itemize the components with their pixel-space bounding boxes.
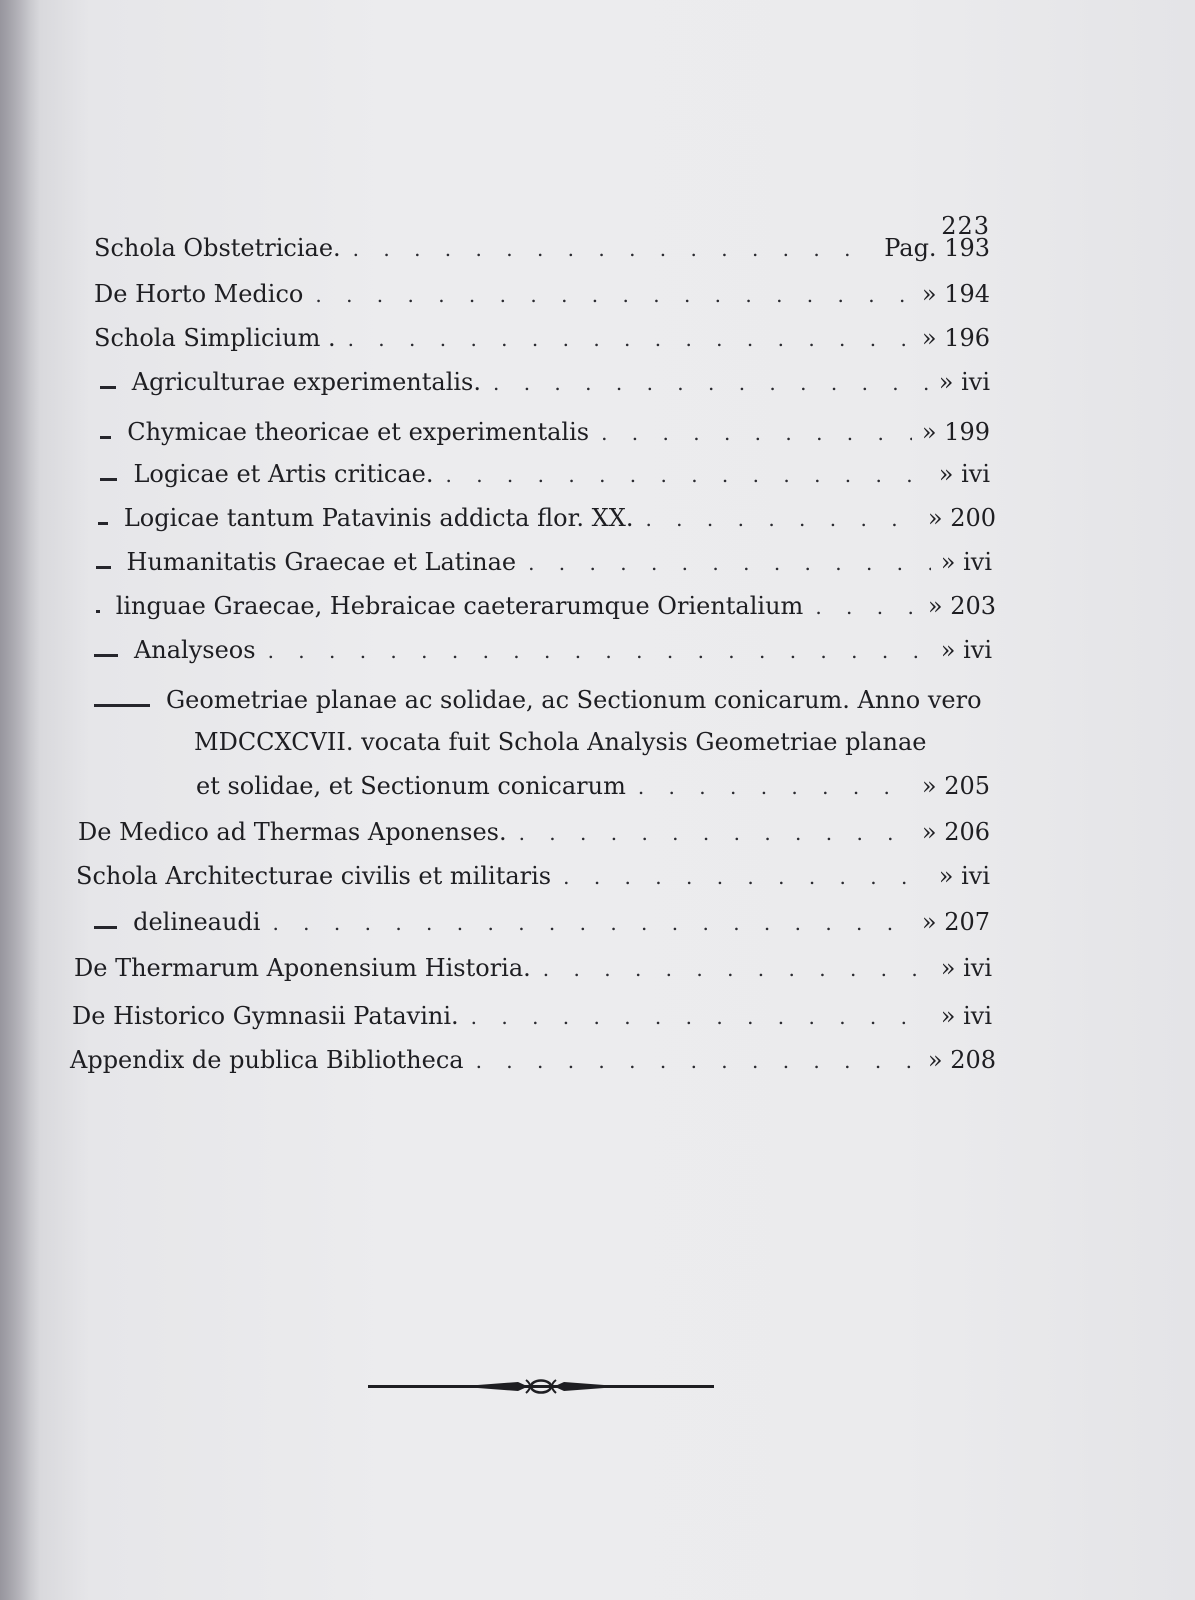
dot-leader — [519, 821, 912, 845]
em-dash-rule — [94, 654, 118, 657]
toc-entry — [94, 324, 990, 358]
dot-leader — [446, 463, 929, 487]
toc-entry-title: linguae Graecae, Hebraicae caeterarumque Orientalium — [115, 592, 804, 620]
toc-entry-title: delineaudi — [133, 908, 261, 936]
toc-entry-title: De Historico Gymnasii Patavini. — [72, 1002, 459, 1030]
em-dash-rule — [94, 704, 150, 707]
toc-entry-title: Schola Architecturae civilis et militaris — [76, 862, 552, 890]
dot-leader — [543, 957, 931, 981]
toc-entry-page: » 205 — [921, 772, 990, 800]
toc-entry-title: Schola Simplicium . — [94, 324, 336, 352]
toc-entry-title: Logicae et Artis criticae. — [133, 460, 434, 488]
toc-entry-page: Pag. 193 — [884, 234, 990, 262]
toc-entry — [70, 1046, 996, 1080]
toc-entry-page: » 196 — [921, 324, 990, 352]
toc-entry-title: De Medico ad Thermas Aponenses. — [78, 818, 507, 846]
toc-entry-title: Humanitatis Graecae et Latinae — [126, 548, 517, 576]
toc-entry — [96, 548, 992, 582]
toc-entry — [94, 908, 990, 942]
toc-entry-page: » 207 — [921, 908, 990, 936]
toc-entry-page: » ivi — [938, 368, 990, 396]
dot-leader — [638, 775, 912, 799]
em-dash-rule — [94, 926, 117, 929]
toc-entry-page: » 199 — [921, 418, 990, 446]
toc-entry — [74, 954, 992, 988]
toc-entry — [76, 862, 990, 896]
toc-entry-title: Chymicae theoricae et experimentalis — [127, 418, 590, 446]
toc-entry-page: » ivi — [940, 548, 992, 576]
dot-leader — [493, 371, 929, 395]
page-number: 223 — [941, 212, 990, 240]
dot-leader — [315, 283, 912, 307]
toc-entry-page: » 194 — [921, 280, 990, 308]
toc-entry — [100, 460, 990, 494]
toc-entry-page: » ivi — [938, 862, 990, 890]
toc-entry-page: » 203 — [927, 592, 996, 620]
toc-entry — [100, 418, 990, 452]
dot-leader — [476, 1049, 918, 1073]
toc-entry — [94, 234, 990, 268]
toc-entry — [196, 772, 990, 806]
dot-leader — [272, 911, 911, 935]
dot-leader — [601, 421, 912, 445]
toc-entry-title: Analyseos — [133, 636, 256, 664]
toc-entry-title: Appendix de publica Bibliotheca — [70, 1046, 464, 1074]
dot-leader — [645, 507, 917, 531]
toc-entry — [98, 504, 996, 538]
toc-entry-page: » 206 — [921, 818, 990, 846]
toc-entry-title: Geometriae planae ac solidae, ac Sectionum conicarum. Anno vero — [166, 686, 982, 714]
toc-entry-page: » ivi — [938, 460, 990, 488]
toc-entry-title: Schola Obstetriciae. — [94, 234, 341, 262]
toc-entry — [78, 818, 990, 852]
em-dash-rule — [100, 436, 111, 439]
toc-entry-title: et solidae, et Sectionum conicarum — [196, 772, 626, 800]
em-dash-rule — [100, 386, 116, 389]
dot-leader — [528, 551, 931, 575]
dot-leader — [268, 639, 931, 663]
toc-entry-page: » 200 — [927, 504, 996, 532]
toc-entry — [100, 368, 990, 402]
dot-leader — [471, 1005, 931, 1029]
em-dash-rule — [96, 610, 100, 613]
toc-entry-title: De Thermarum Aponensium Historia. — [74, 954, 531, 982]
em-dash-rule — [98, 522, 108, 525]
dot-leader — [348, 327, 912, 351]
toc-entry — [94, 636, 992, 670]
toc-entry — [72, 1002, 992, 1036]
dot-leader — [353, 237, 875, 261]
ornamental-rule-icon — [368, 1374, 714, 1398]
toc-entry-page: » ivi — [940, 1002, 992, 1030]
toc-entry — [94, 686, 994, 720]
toc-entry-continuation: MDCCXCVII. vocata fuit Schola Analysis Geometriae planae — [194, 728, 927, 756]
toc-entry-page: » ivi — [940, 636, 992, 664]
toc-entry-title: De Horto Medico — [94, 280, 304, 308]
toc-entry-title: Logicae tantum Patavinis addicta flor. XX. — [123, 504, 634, 532]
dot-leader — [815, 595, 918, 619]
dot-leader — [563, 865, 929, 889]
toc-entry-page: » ivi — [940, 954, 992, 982]
toc-entry-page: » 208 — [927, 1046, 996, 1074]
toc-entry — [94, 280, 990, 314]
em-dash-rule — [96, 566, 111, 569]
toc-entry — [96, 592, 996, 626]
em-dash-rule — [100, 478, 117, 481]
toc-entry-title: Agriculturae experimentalis. — [131, 368, 481, 396]
